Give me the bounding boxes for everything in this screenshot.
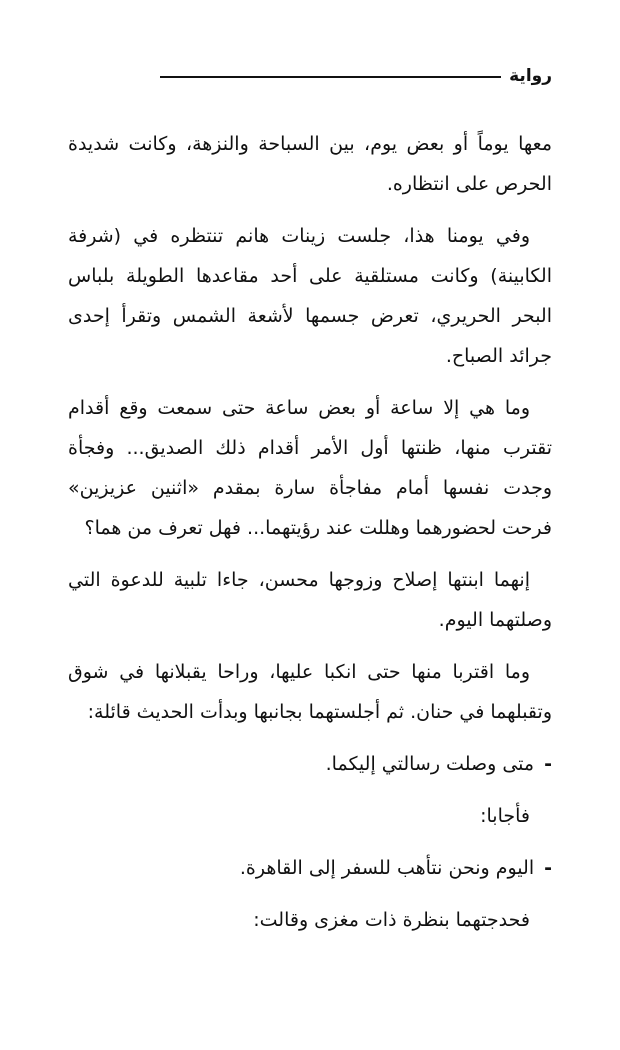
paragraph: فأجابا:	[480, 805, 530, 827]
running-header-title: رواية	[509, 66, 552, 86]
paragraph: معها يوماً أو بعض يوم، بين السباحة والنزهة، وكانت شديدة الحرص على انتظاره.	[68, 133, 552, 195]
dialogue-line	[68, 744, 552, 784]
dialogue-dash: -	[544, 753, 552, 775]
paragraph: فحدجتهما بنظرة ذات مغزى وقالت:	[253, 909, 530, 931]
dialogue-text: اليوم ونحن نتأهب للسفر إلى القاهرة.	[239, 857, 535, 879]
paragraph: وما اقتربا منها حتى انكبا عليها، وراحا يقبلانها في شوق وتقبلهما في حنان. ثم أجلستهما بجانبها وبدأت الحديث قائلة:	[68, 661, 552, 723]
running-header	[160, 62, 552, 90]
paragraph: إنهما ابنتها إصلاح وزوجها محسن، جاءا تلبية للدعوة التي وصلتهما اليوم.	[68, 569, 552, 631]
dialogue-dash: -	[544, 857, 552, 879]
paragraph: وفي يومنا هذا، جلست زينات هانم تنتظره في (شرفة الكابينة) وكانت مستلقية على أحد مقاعدها الطويلة بلباس البحر الحريري، تعرض جسمها لأشعة الشمس وتقرأ إحدى جرائد الصباح.	[68, 225, 552, 367]
header-rule	[160, 76, 501, 78]
body-text	[68, 124, 552, 952]
dialogue-text: متى وصلت رسالتي إليكما.	[325, 753, 535, 775]
dialogue-line	[68, 848, 552, 888]
paragraph: وما هي إلا ساعة أو بعض ساعة حتى سمعت وقع أقدام تقترب منها، ظنتها أول الأمر أقدام ذلك الصديق... وفجأة وجدت نفسها أمام مفاجأة سارة بمقدم «اثنين عزيزين» فرحت لحضورهما وهللت عند رؤيتهما... فهل تعرف من هما؟	[68, 397, 552, 539]
